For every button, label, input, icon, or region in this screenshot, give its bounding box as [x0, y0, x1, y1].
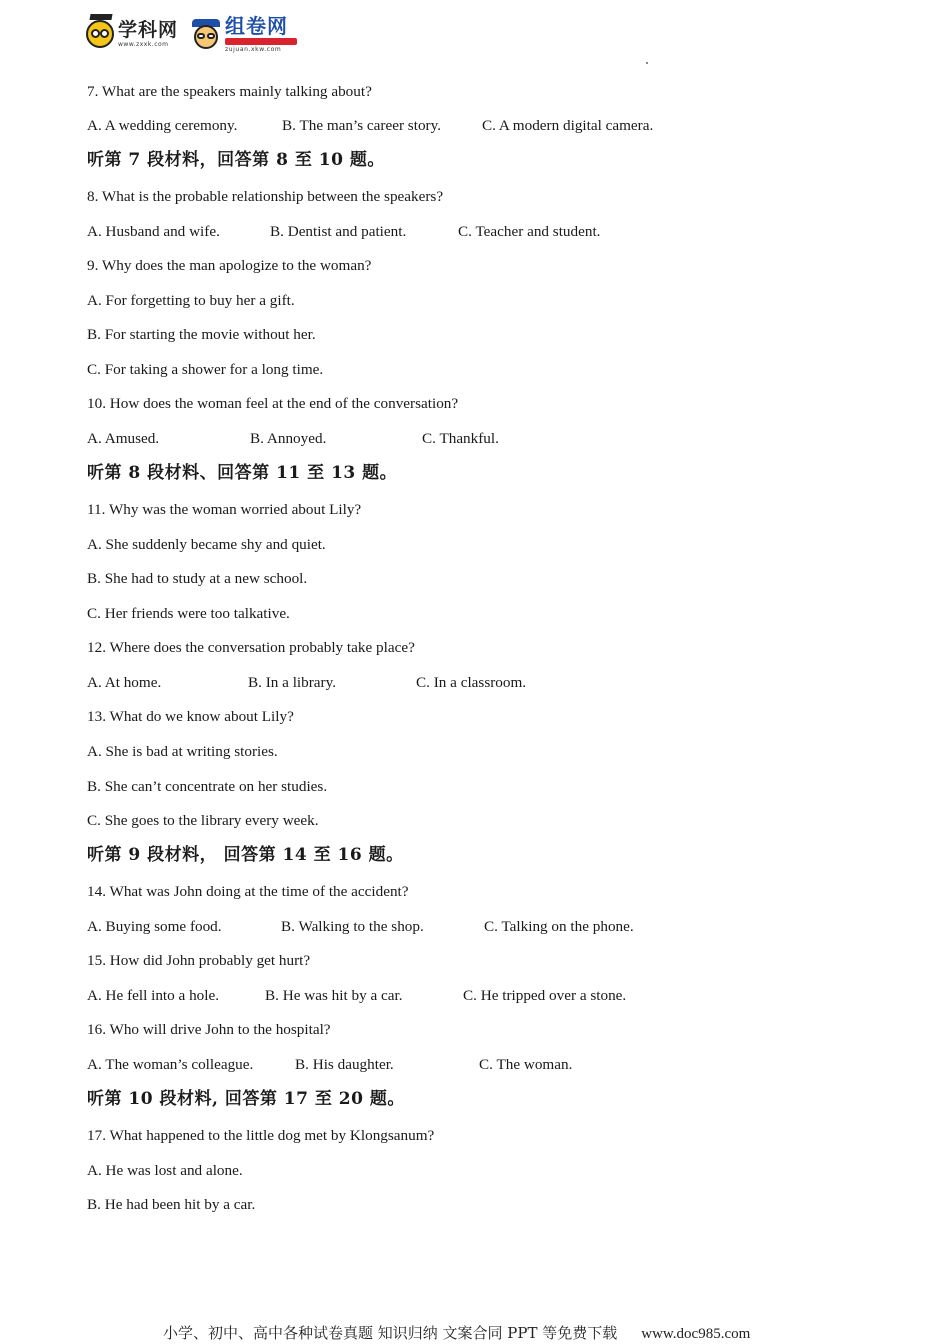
stray-mark [646, 62, 648, 64]
question-text: 11. Why was the woman worried about Lily? [87, 501, 362, 518]
zujuan-logo-url: zujuan.xkw.com [225, 45, 282, 53]
answer-option: C. Her friends were too talkative. [87, 605, 290, 622]
owl-mascot-icon [86, 20, 114, 48]
answer-option: B. The man’s career story. [282, 117, 441, 134]
logo-banner [225, 38, 297, 45]
section-heading: 听第 9 段材料， 回答第 14 至 16 题。 [87, 845, 404, 865]
question-text: 17. What happened to the little dog met by Klongsanum? [87, 1127, 435, 1144]
answer-option: B. She had to study at a new school. [87, 570, 308, 587]
question-text: 10. How does the woman feel at the end of the conversation? [87, 395, 459, 412]
answer-option: C. Thankful. [422, 430, 499, 447]
options-row [87, 988, 887, 1008]
question-text: 16. Who will drive John to the hospital? [87, 1021, 331, 1038]
answer-option: B. Annoyed. [250, 430, 327, 447]
answer-option: C. In a classroom. [416, 674, 527, 691]
options-row [87, 224, 887, 244]
question-text: 14. What was John doing at the time of the accident? [87, 883, 409, 900]
section-heading: 听第 7 段材料，回答第 8 至 10 题。 [87, 150, 385, 170]
section-heading: 听第 8 段材料、回答第 11 至 13 题。 [87, 463, 398, 483]
answer-option: C. He tripped over a stone. [463, 987, 627, 1004]
answer-option: A. Buying some food. [87, 918, 222, 935]
options-row [87, 919, 887, 939]
answer-option: B. For starting the movie without her. [87, 326, 316, 343]
footer-site-link[interactable]: www.doc985.com [641, 1326, 751, 1342]
zujuan-logo[interactable] [190, 13, 297, 53]
answer-option: B. She can’t concentrate on her studies. [87, 778, 328, 795]
options-row [87, 431, 887, 451]
page-header [86, 12, 297, 56]
answer-option: B. He was hit by a car. [265, 987, 403, 1004]
answer-option: B. His daughter. [295, 1056, 394, 1073]
answer-option: A. Amused. [87, 430, 160, 447]
answer-option: B. In a library. [248, 674, 337, 691]
answer-option: A. The woman’s colleague. [87, 1056, 254, 1073]
answer-option: A. A wedding ceremony. [87, 117, 238, 134]
answer-option: B. Walking to the shop. [281, 918, 424, 935]
answer-option: A. At home. [87, 674, 162, 691]
page-footer [163, 1326, 750, 1342]
answer-option: C. A modern digital camera. [482, 117, 654, 134]
zujuan-logo-text: 组卷网 [225, 13, 289, 38]
options-row [87, 118, 887, 138]
question-text: 8. What is the probable relationship between the speakers? [87, 188, 444, 205]
student-mascot-icon [190, 17, 222, 51]
question-text: 13. What do we know about Lily? [87, 708, 294, 725]
question-text: 9. Why does the man apologize to the woman? [87, 257, 372, 274]
options-row [87, 1057, 887, 1077]
question-text: 7. What are the speakers mainly talking about? [87, 83, 372, 100]
question-text: 12. Where does the conversation probably take place? [87, 639, 415, 656]
answer-option: A. She is bad at writing stories. [87, 743, 278, 760]
answer-option: A. He was lost and alone. [87, 1162, 243, 1179]
answer-option: A. Husband and wife. [87, 223, 220, 240]
question-text: 15. How did John probably get hurt? [87, 952, 311, 969]
footer-text: 小学、初中、高中各种试卷真题 知识归纳 文案合同 PPT 等免费下载 [163, 1324, 618, 1342]
answer-option: A. For forgetting to buy her a gift. [87, 292, 295, 309]
zxxk-logo[interactable] [86, 20, 178, 48]
answer-option: B. He had been hit by a car. [87, 1196, 256, 1213]
answer-option: C. The woman. [479, 1056, 573, 1073]
answer-option: C. Teacher and student. [458, 223, 601, 240]
zxxk-logo-url: www.zxxk.com [118, 40, 169, 48]
answer-option: C. Talking on the phone. [484, 918, 634, 935]
answer-option: C. For taking a shower for a long time. [87, 361, 324, 378]
zxxk-logo-text: 学科网 [118, 18, 179, 41]
answer-option: A. She suddenly became shy and quiet. [87, 536, 326, 553]
answer-option: B. Dentist and patient. [270, 223, 407, 240]
options-row [87, 675, 887, 695]
answer-option: C. She goes to the library every week. [87, 812, 319, 829]
answer-option: A. He fell into a hole. [87, 987, 220, 1004]
section-heading: 听第 10 段材料, 回答第 17 至 20 题。 [87, 1089, 405, 1109]
